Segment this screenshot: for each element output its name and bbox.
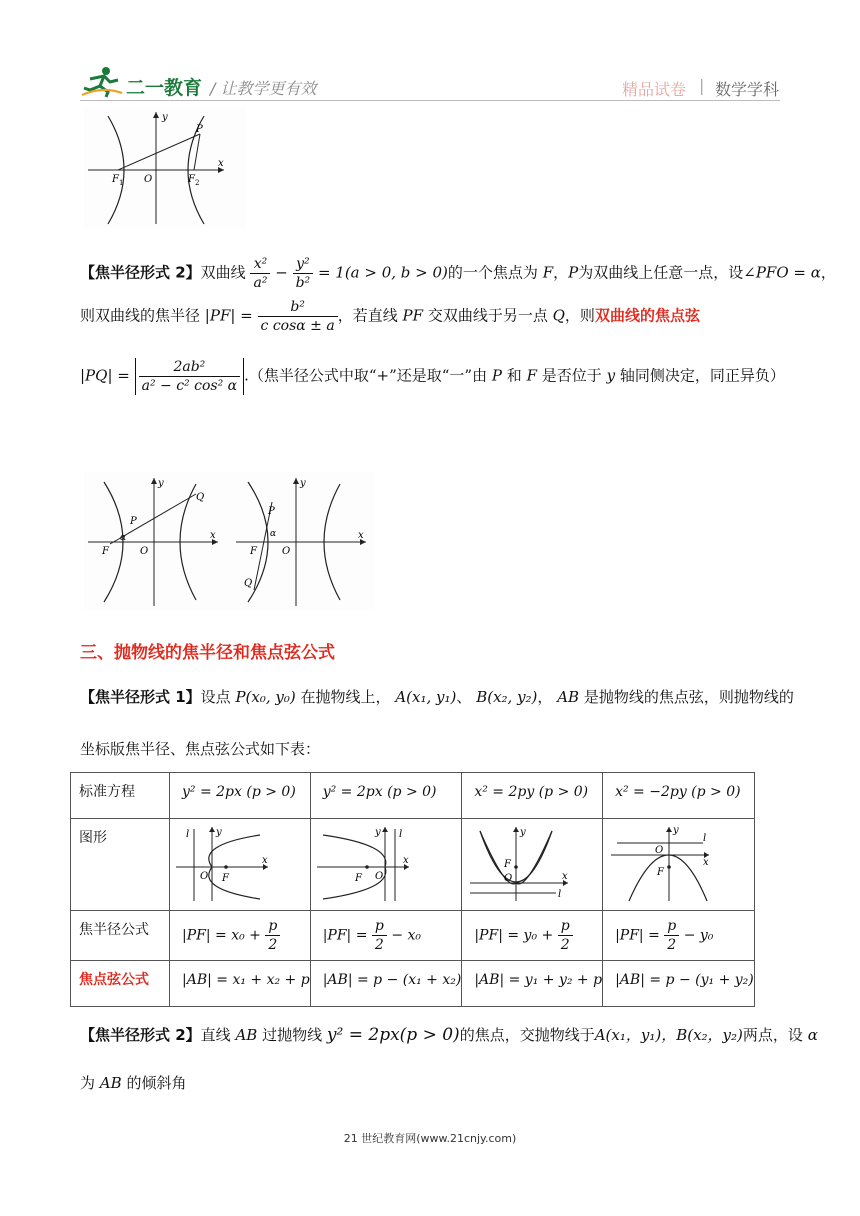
form-tag: 【焦半径形式 2】: [80, 263, 201, 282]
brand-name: 二一教育: [126, 77, 203, 99]
svg-text:O: O: [504, 873, 513, 884]
svg-text:O: O: [200, 871, 209, 882]
svg-text:y: y: [162, 112, 168, 123]
header: [0, 0, 860, 110]
graph-cell: [462, 819, 603, 911]
brand-slogan: / 让教学更有效: [210, 79, 317, 98]
parabola-down-graph: [607, 823, 717, 903]
svg-text:2: 2: [195, 179, 200, 187]
row-label: 标准方程: [71, 773, 170, 819]
svg-text:F: F: [504, 859, 512, 870]
parabola-equation: y² = 2px(p > 0): [326, 1025, 460, 1045]
svg-text:y: y: [216, 827, 222, 838]
focal-chord-cell: |AB| = p − (x₁ + x₂): [310, 961, 462, 1007]
header-rule: [80, 100, 780, 101]
runner-logo-icon: [80, 66, 124, 98]
var-P: P: [568, 263, 579, 282]
svg-text:y: y: [300, 478, 306, 489]
point-B: B(x₂, y₂): [476, 688, 538, 706]
svg-text:P: P: [268, 506, 275, 517]
highlight-focal-chord: 双曲线的焦点弦: [594, 306, 700, 325]
angle-expr: ∠PFO = α: [743, 263, 821, 282]
point-A: A(x₁, y₁): [395, 688, 457, 706]
focal-chord-cell: |AB| = p − (y₁ + y₂): [603, 961, 755, 1007]
row-label: 焦半径公式: [71, 911, 170, 961]
form-tag: 【焦半径形式 1】: [80, 688, 201, 706]
svg-text:F: F: [250, 546, 257, 557]
svg-text:α: α: [270, 529, 277, 539]
svg-text:α: α: [120, 533, 127, 543]
text: 双曲线: [200, 263, 246, 282]
text: ，则: [564, 306, 595, 325]
svg-text:y: y: [158, 478, 164, 489]
text: 和: [506, 366, 522, 385]
svg-text:O: O: [374, 871, 383, 882]
svg-text:F: F: [112, 174, 119, 185]
svg-text:x: x: [562, 871, 568, 882]
form-tag: 【焦半径形式 2】: [80, 1026, 201, 1044]
text: ，若直线: [337, 306, 398, 325]
parabola-formula-table: [70, 772, 755, 1007]
focal-radius-cell: |PF| = $\frac{p}{2}$ − y₀: [603, 911, 755, 961]
hyperbola-eq-frac-y: $\frac{\text{y²}}{\text{b²}}$: [293, 255, 314, 292]
svg-text:y: y: [673, 825, 679, 836]
svg-text:O: O: [144, 174, 153, 185]
svg-text:l: l: [186, 829, 190, 840]
hyperbola-eq-frac-x: $\frac{\text{x²}}{\text{a²}}$: [250, 255, 270, 292]
svg-text:y: y: [520, 827, 526, 838]
graph-cell: [310, 819, 462, 911]
svg-text:P: P: [196, 124, 203, 135]
svg-text:F: F: [222, 873, 229, 884]
svg-text:l: l: [703, 833, 707, 844]
svg-text:x: x: [358, 530, 364, 541]
graph-cell: [603, 819, 755, 911]
svg-text:F: F: [188, 174, 195, 185]
parabola-form2-line2: 为 AB 的倾斜角: [80, 1074, 187, 1092]
svg-text:O: O: [655, 845, 664, 856]
graph-cell: [170, 819, 311, 911]
parabola-form1-line2: 坐标版焦半径、焦点弦公式如下表：: [80, 740, 321, 758]
svg-text:x: x: [402, 855, 409, 866]
hyperbola-chord-figures: [84, 472, 374, 610]
table-row: [71, 773, 755, 819]
focal-radius-cell: |PF| = $\frac{p}{2}$ − x₀: [310, 911, 462, 961]
hyperbola-figure-1: [84, 108, 246, 228]
equation-cell: x² = 2py (p > 0): [462, 773, 603, 819]
header-label-right: 数学学科: [715, 80, 780, 99]
chord-expr: |PQ| =: [80, 366, 130, 385]
equation-cell: y² = 2px (p > 0): [170, 773, 311, 819]
var-F: F: [542, 263, 554, 282]
svg-text:x: x: [218, 158, 224, 169]
focal-radius-frac: $\frac{\text{b²}}{\text{c cosα ± a}}$: [258, 298, 338, 335]
header-label-left: 精品试卷: [622, 80, 687, 99]
svg-text:P: P: [130, 516, 137, 527]
text: 交双曲线于另一点: [427, 306, 548, 325]
chord-frac: $\frac{\text{2ab²}}{\text{a² − c² cos² α}}$: [139, 358, 240, 395]
point-P: P(x₀, y₀): [235, 688, 296, 706]
svg-text:y: y: [374, 827, 381, 838]
svg-text:Q: Q: [244, 578, 253, 589]
parabola-left-graph: [315, 823, 425, 903]
hyperbola-eq-rhs: = 1(a > 0, b > 0): [317, 263, 448, 282]
intersection-points: A(x₁，y₁)，B(x₂，y₂): [594, 1026, 743, 1044]
page-footer: 21 世纪教育网(www.21cnjy.com): [343, 1132, 517, 1145]
svg-text:x: x: [262, 855, 268, 866]
equation-cell: x² = −2py (p > 0): [603, 773, 755, 819]
hyperbola-form2-line1: 【焦半径形式 2】双曲线 $\frac{\text{x²}}{\text{a²}}$ − $\frac{\text{y²}}{\text{b²}}$ = 1(a > 0, b > 0)的一个焦点为 F，P为双曲线上任意一点，设∠PFO = α，: [80, 256, 836, 291]
focal-chord-cell: |AB| = x₁ + x₂ + p: [170, 961, 311, 1007]
focal-radius-cell: |PF| = x₀ + $\frac{p}{2}$: [170, 911, 311, 961]
section-heading: 三、抛物线的焦半径和焦点弦公式: [80, 643, 335, 663]
svg-text:F: F: [657, 867, 665, 878]
parabola-form1-line1: 【焦半径形式 1】设点 P(x₀, y₀) 在抛物线上， A(x₁, y₁)、 B(x₂, y₂)， AB 是抛物线的焦点弦，则抛物线的: [80, 688, 794, 706]
text: 轴同侧决定，同正异负）: [619, 366, 785, 385]
table-row: [71, 819, 755, 911]
parabola-right-graph: [174, 823, 284, 903]
text: .（焦半径公式中取“+”还是取“一”由: [244, 366, 488, 385]
svg-text:x: x: [703, 857, 709, 868]
svg-text:F: F: [354, 873, 362, 884]
svg-text:O: O: [140, 546, 149, 557]
svg-text:O: O: [282, 546, 291, 557]
svg-text:Q: Q: [196, 492, 205, 503]
focal-radius-expr: |PF| =: [204, 306, 253, 325]
text: 则双曲线的焦半径: [80, 306, 201, 325]
focal-radius-cell: |PF| = y₀ + $\frac{p}{2}$: [462, 911, 603, 961]
svg-text:1: 1: [119, 179, 124, 187]
svg-text:x: x: [210, 530, 216, 541]
svg-text:l: l: [398, 829, 402, 840]
equation-cell: y² = 2px (p > 0): [310, 773, 462, 819]
table-row: [71, 961, 755, 1007]
text: 为双曲线上任意一点，设: [578, 263, 744, 282]
parabola-up-graph: [466, 823, 576, 903]
focal-chord-cell: |AB| = y₁ + y₂ + p: [462, 961, 603, 1007]
hyperbola-form2-line3: |PQ| = $\frac{\text{2ab²}}{\text{a² − c² cos² α}}$ .（焦半径公式中取“+”还是取“一”由 P 和 F 是否位于 y 轴同侧决定，同正异负）: [80, 359, 785, 394]
row-label: 图形: [71, 819, 170, 911]
table-row: [71, 911, 755, 961]
row-label: 焦点弦公式: [71, 961, 170, 1007]
hyperbola-form2-line2: 则双曲线的焦半径 |PF| = $\frac{\text{b²}}{\text{c cosα ± a}}$ ，若直线 PF 交双曲线于另一点 Q，则双曲线的焦点弦: [80, 299, 700, 334]
header-separator: |: [699, 76, 705, 95]
svg-text:l: l: [558, 889, 562, 900]
parabola-form2-line1: 【焦半径形式 2】直线 AB 过抛物线 y² = 2px(p > 0)的焦点，交抛物线于A(x₁，y₁)，B(x₂，y₂)两点，设 α: [80, 1025, 818, 1045]
text: 是否位于: [541, 366, 602, 385]
text: 的一个焦点为: [447, 263, 538, 282]
svg-text:F: F: [102, 546, 109, 557]
